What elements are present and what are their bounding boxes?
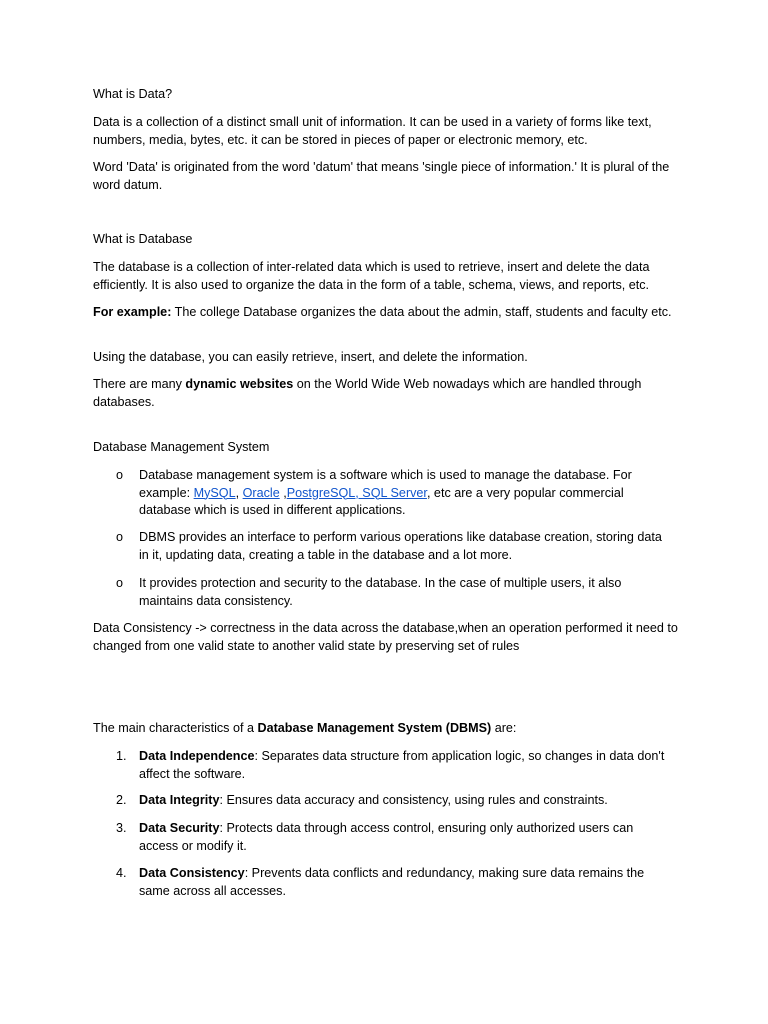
example-label: For example: (93, 305, 172, 319)
description: : Ensures data accuracy and consistency, using rules and constraints. (219, 793, 608, 807)
dbms-bold: Database Management System (DBMS) (257, 721, 492, 735)
paragraph-consistency-note: Data Consistency -> correctness in the data across the database,when an operation performed it need to changed from one valid state to another valid state by preserving set of rules (93, 621, 678, 653)
link-mysql[interactable]: MySQL (193, 485, 236, 500)
bullet-marker: o (116, 530, 124, 544)
heading-what-is-data: What is Data? (93, 87, 173, 101)
list-text (139, 748, 674, 783)
list-number: 1. (116, 749, 127, 763)
characteristics-post: are: (491, 721, 517, 735)
dynamic-pre: There are many (93, 377, 186, 391)
separator: , (279, 485, 287, 500)
description: : Protects data through access control, ensuring only authorized users can access or modify it. (139, 821, 634, 853)
term: Data Independence (139, 749, 255, 763)
bullet-text: It provides protection and security to the database. In the case of multiple users, it also maintains data consistency. (139, 576, 622, 608)
term: Data Integrity (139, 793, 220, 807)
heading-what-is-database: What is Database (93, 232, 193, 246)
list-number: 4. (116, 866, 127, 880)
paragraph-characteristics-intro (93, 720, 683, 738)
bullet-text-post: , etc are a very popular commercial database which is used in different applications. (139, 485, 624, 517)
bullet-text: DBMS provides an interface to perform various operations like database creation, storing data in it, updating data, creating a table in the database and a lot more. (139, 530, 662, 562)
list-text (139, 865, 674, 900)
list-text (139, 792, 674, 810)
separator: , (235, 485, 243, 500)
paragraph-database-definition: The database is a collection of inter-related data which is used to retrieve, insert and delete the data efficiently. It is also used to organize the data in the form of a table, schema, views, and reports, etc. (93, 260, 650, 292)
link-oracle[interactable]: Oracle (242, 485, 280, 500)
bullet-text-pre: Database management system is a software which is used to manage the database. For example: (139, 468, 632, 500)
term: Data Security (139, 821, 220, 835)
dynamic-post: on the World Wide Web nowadays which are handled through databases. (93, 377, 642, 409)
dynamic-websites-bold: dynamic websites (185, 377, 294, 391)
paragraph-using-database: Using the database, you can easily retrieve, insert, and delete the information. (93, 350, 528, 364)
bullet-marker: o (116, 576, 124, 590)
link-postgresql-sqlserver[interactable]: PostgreSQL, SQL Server (286, 485, 427, 500)
paragraph-datum-origin: Word 'Data' is originated from the word 'datum' that means 'single piece of information.' It is plural of the word datum. (93, 160, 670, 192)
list-text (139, 820, 674, 855)
characteristics-pre: The main characteristics of a (93, 721, 258, 735)
paragraph-example (93, 304, 683, 322)
term: Data Consistency (139, 866, 245, 880)
heading-dbms: Database Management System (93, 440, 270, 454)
paragraph-dynamic-websites (93, 376, 683, 411)
description: : Separates data structure from application logic, so changes in data don't affect the software. (139, 749, 665, 781)
bullet-text (139, 467, 674, 520)
list-number: 3. (116, 821, 127, 835)
example-text: The college Database organizes the data about the admin, staff, students and faculty etc. (171, 305, 672, 319)
description: : Prevents data conflicts and redundancy, making sure data remains the same across all accesses. (139, 866, 645, 898)
paragraph-data-definition: Data is a collection of a distinct small unit of information. It can be used in a variety of forms like text, numbers, media, bytes, etc. it can be stored in pieces of paper or electronic memory, etc. (93, 115, 652, 147)
list-number: 2. (116, 793, 127, 807)
bullet-marker: o (116, 468, 124, 482)
